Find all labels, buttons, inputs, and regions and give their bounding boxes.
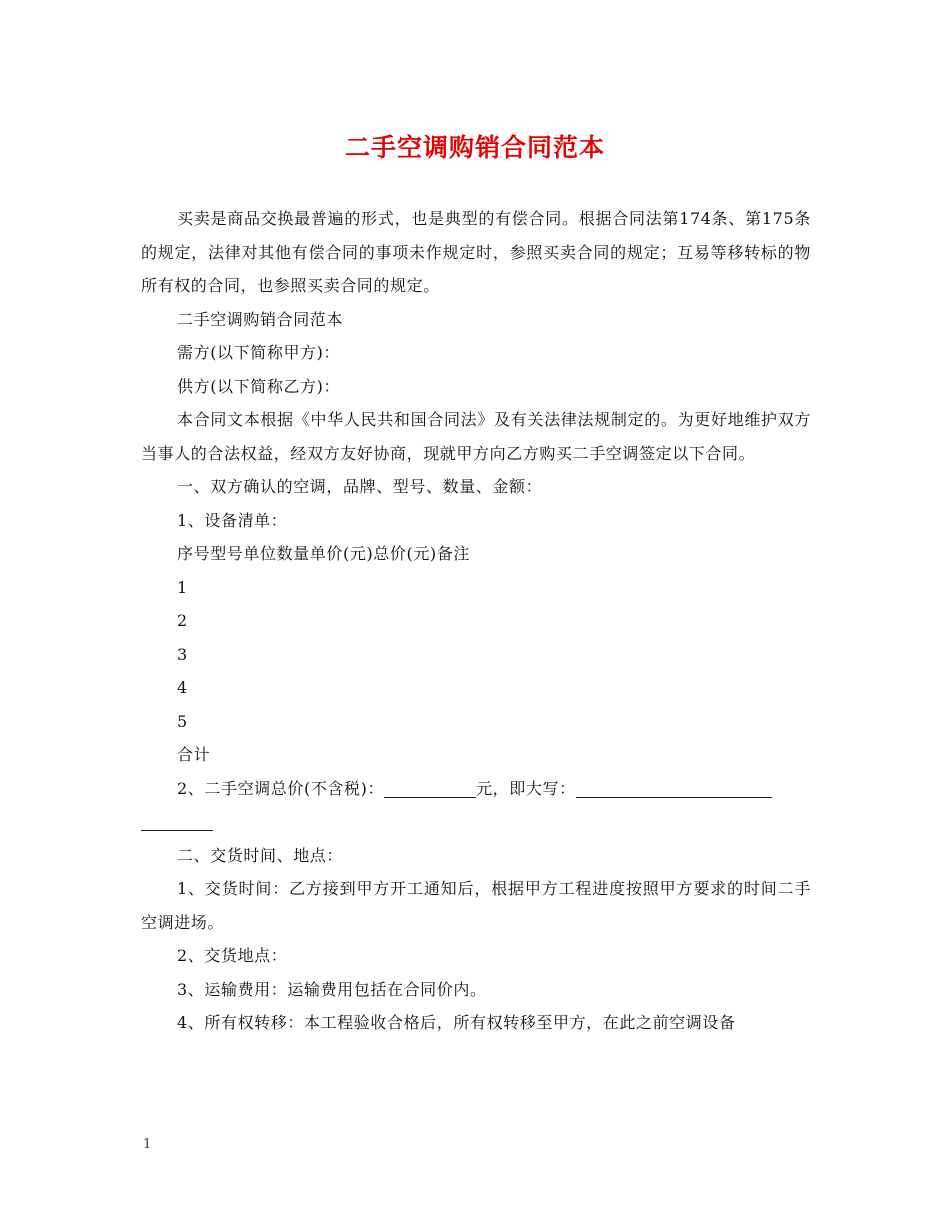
capital-blank-continued (141, 812, 213, 831)
page-number: 1 (143, 1137, 152, 1152)
paragraph-delivery-place: 2、交货地点： (177, 946, 288, 965)
paragraph-intro: 买卖是商品交换最普遍的形式，也是典型的有偿合同。根据合同法第174条、第175条的规定，法律对其他有偿合同的事项未作规定时，参照买卖合同的规定；互易等移转标的物所有权的合同，也参照买卖合同的规定。 (141, 209, 811, 295)
table-row-number: 3 (177, 644, 188, 664)
table-row-number: 1 (177, 577, 188, 597)
document-body (141, 202, 811, 1040)
paragraph-delivery-time: 1、交货时间：乙方接到甲方开工通知后，根据甲方工程进度按照甲方要求的时间二手空调进场。 (141, 879, 811, 932)
table-header-line: 序号型号单位数量单价(元)总价(元)备注 (177, 544, 470, 563)
table-row-number: 4 (177, 678, 188, 697)
paragraph-buyer: 需方(以下简称甲方)： (177, 343, 341, 362)
paragraph-total-price (141, 772, 811, 806)
table-total-label: 合计 (177, 745, 211, 764)
section-heading-equipment: 一、双方确认的空调，品牌、型号、数量、金额： (177, 477, 543, 496)
paragraph-contract-name: 二手空调购销合同范本 (177, 309, 344, 329)
paragraph-preamble: 本合同文本根据《中华人民共和国合同法》及有关法律法规制定的。为更好地维护双方当事人的合法权益，经双方友好协商，现就甲方向乙方购买二手空调签定以下合同。 (141, 410, 811, 463)
paragraph-equipment-list: 1、设备清单： (177, 510, 288, 530)
paragraph-transport-cost: 3、运输费用：运输费用包括在合同价内。 (177, 979, 487, 999)
paragraph-supplier: 供方(以下简称乙方)： (177, 376, 341, 396)
price-capital-label: 元，即大写： (476, 778, 576, 798)
total-price-label: 2、二手空调总价(不含税)： (177, 778, 385, 798)
capital-blank (576, 779, 772, 798)
table-row-number: 2 (177, 611, 188, 630)
paragraph-ownership-transfer: 4、所有权转移：本工程验收合格后，所有权转移至甲方，在此之前空调设备 (177, 1013, 736, 1032)
price-blank (384, 779, 476, 798)
table-row-number: 5 (177, 711, 188, 731)
document-title: 二手空调购销合同范本 (344, 133, 605, 162)
paragraph-total-price-continued (141, 805, 811, 839)
section-heading-delivery: 二、交货时间、地点： (177, 845, 344, 865)
